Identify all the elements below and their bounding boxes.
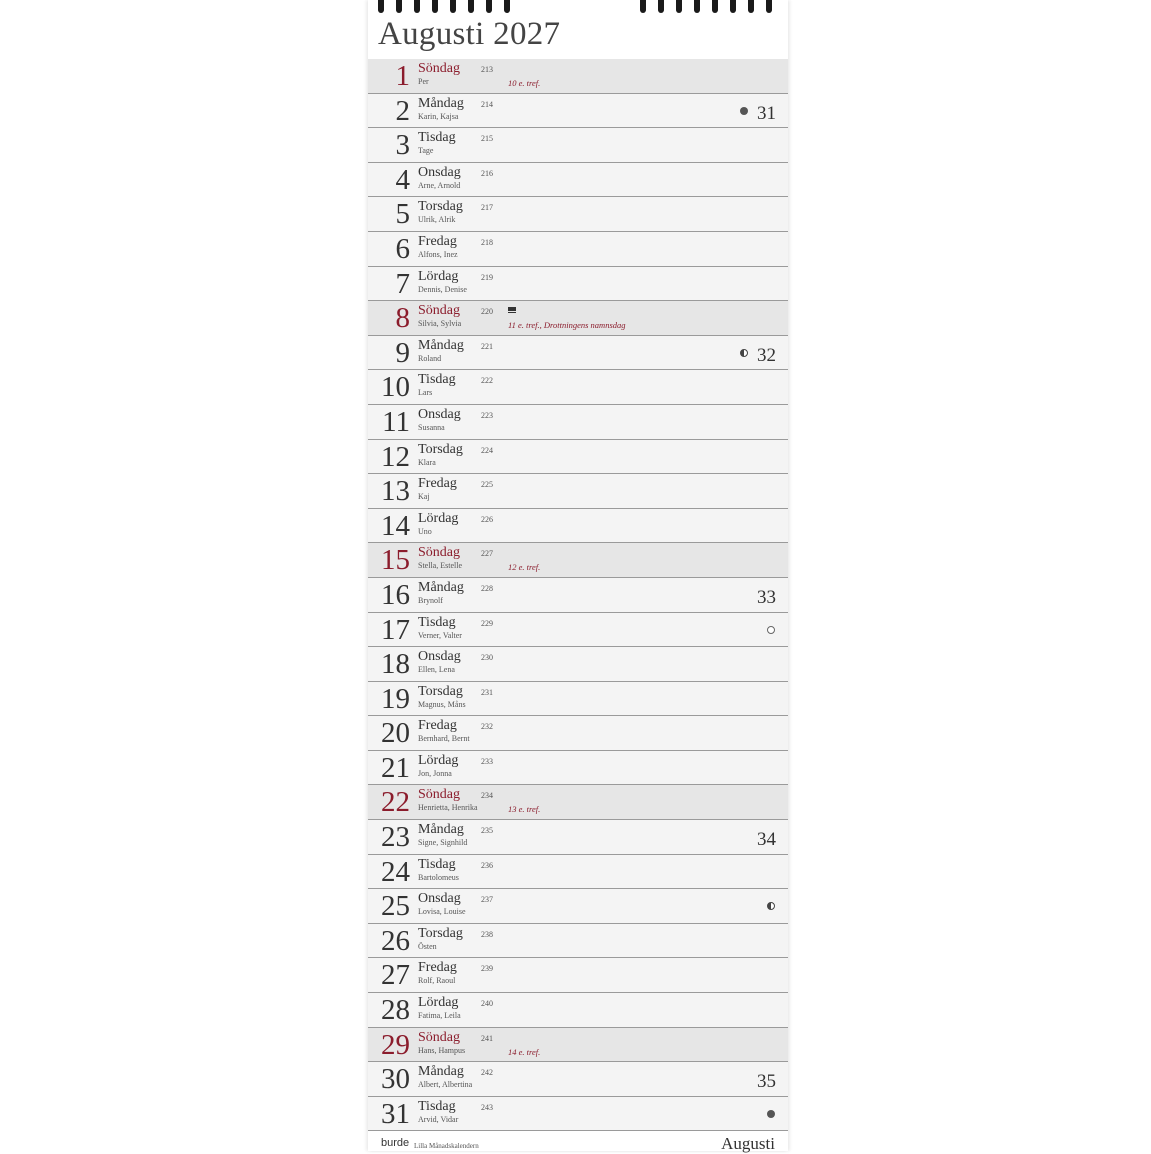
day-number: 25 — [381, 890, 410, 923]
day-of-year: 214 — [481, 99, 493, 109]
weekday-name: Torsdag — [418, 199, 463, 215]
weekday-name: Måndag — [418, 95, 464, 111]
name-day: Verner, Valter — [418, 630, 462, 640]
day-of-year: 242 — [481, 1068, 493, 1078]
weekday-name: Onsdag — [418, 406, 461, 422]
name-day: Lars — [418, 388, 433, 398]
day-row — [368, 578, 788, 613]
day-of-year: 229 — [481, 618, 493, 628]
half-moon-icon — [740, 349, 748, 357]
name-day: Karin, Kajsa — [418, 111, 459, 121]
day-number: 30 — [381, 1063, 410, 1096]
weekday-name: Torsdag — [418, 925, 463, 941]
day-of-year: 222 — [481, 376, 493, 386]
new-moon-icon — [740, 107, 748, 115]
name-day: Albert, Albertina — [418, 1080, 473, 1090]
day-number: 23 — [381, 821, 410, 854]
footer-month: Augusti — [721, 1134, 775, 1153]
name-day: Rolf, Raoul — [418, 976, 456, 986]
day-of-year: 234 — [481, 791, 493, 801]
weekday-name: Tisdag — [418, 1098, 456, 1114]
day-row — [368, 197, 788, 232]
weekday-name: Tisdag — [418, 614, 456, 630]
day-row — [368, 440, 788, 475]
day-row — [368, 751, 788, 786]
day-number: 2 — [395, 94, 410, 127]
weekday-name: Söndag — [418, 1029, 460, 1045]
name-day: Dennis, Denise — [418, 284, 467, 294]
day-of-year: 235 — [481, 826, 493, 836]
name-day: Bartolomeus — [418, 872, 459, 882]
day-row — [368, 855, 788, 890]
weekday-name: Måndag — [418, 822, 464, 838]
weekday-name: Måndag — [418, 1064, 464, 1080]
hanger-notch — [518, 0, 638, 10]
spiral-loop — [676, 0, 682, 13]
name-day: Stella, Estelle — [418, 561, 462, 571]
day-number: 21 — [381, 751, 410, 784]
day-number: 4 — [395, 163, 410, 196]
day-row — [368, 232, 788, 267]
weekday-name: Söndag — [418, 61, 460, 76]
weekday-name: Lördag — [418, 510, 459, 526]
name-day: Roland — [418, 353, 442, 363]
day-row — [368, 682, 788, 717]
day-of-year: 243 — [481, 1102, 493, 1112]
day-row — [368, 370, 788, 405]
name-day: Per — [418, 77, 429, 86]
half-moon-icon — [767, 902, 775, 910]
full-moon-icon — [767, 626, 775, 634]
day-row — [368, 509, 788, 544]
day-number: 16 — [381, 578, 410, 611]
day-number: 5 — [395, 198, 410, 231]
day-of-year: 216 — [481, 168, 493, 178]
name-day: Arvid, Vidar — [418, 1114, 459, 1124]
spiral-loop — [712, 0, 718, 13]
day-row — [368, 1028, 788, 1063]
day-row — [368, 59, 788, 94]
weekday-name: Tisdag — [418, 372, 456, 388]
name-day: Ellen, Lena — [418, 665, 455, 675]
week-number: 34 — [757, 829, 776, 851]
product-name: Lilla Månadskalendern — [414, 1142, 479, 1150]
day-of-year: 225 — [481, 480, 493, 490]
day-of-year: 240 — [481, 999, 493, 1009]
day-number: 31 — [381, 1097, 410, 1130]
spiral-loop — [694, 0, 700, 13]
day-of-year: 232 — [481, 722, 493, 732]
spiral-loop — [414, 0, 420, 13]
name-day: Jon, Jonna — [418, 768, 452, 778]
name-day: Signe, Signhild — [418, 838, 468, 848]
day-of-year: 220 — [481, 307, 493, 317]
day-of-year: 223 — [481, 410, 493, 420]
spiral-loop — [766, 0, 772, 13]
day-of-year: 217 — [481, 203, 493, 213]
weekday-name: Måndag — [418, 337, 464, 353]
day-number: 8 — [395, 302, 410, 335]
weekday-name: Lördag — [418, 995, 459, 1011]
weekday-name: Lördag — [418, 268, 459, 284]
day-row — [368, 993, 788, 1028]
name-day: Kaj — [418, 492, 430, 502]
calendar-title: Augusti 2027 — [378, 16, 561, 52]
weekday-name: Söndag — [418, 787, 460, 803]
spiral-loop — [378, 0, 384, 13]
weekday-name: Tisdag — [418, 856, 456, 872]
weekday-name: Lördag — [418, 752, 459, 768]
day-of-year: 238 — [481, 929, 493, 939]
day-row — [368, 1097, 788, 1132]
name-day: Ulrik, Alrik — [418, 215, 456, 225]
spiral-loop — [504, 0, 510, 13]
day-number: 13 — [381, 475, 410, 508]
day-row — [368, 163, 788, 198]
name-day: Silvia, Sylvia — [418, 319, 462, 329]
day-row — [368, 889, 788, 924]
weekday-name: Söndag — [418, 545, 460, 561]
day-number: 24 — [381, 855, 410, 888]
day-row — [368, 613, 788, 648]
day-of-year: 226 — [481, 514, 493, 524]
spiral-loop — [748, 0, 754, 13]
name-day: Arne, Arnold — [418, 180, 461, 190]
spiral-loop — [396, 0, 402, 13]
day-of-year: 221 — [481, 341, 493, 351]
holiday-note: 10 e. tref. — [508, 78, 541, 88]
day-row — [368, 301, 788, 336]
name-day: Klara — [418, 457, 436, 467]
spiral-loop — [432, 0, 438, 13]
day-number: 7 — [395, 267, 410, 300]
weekday-name: Fredag — [418, 718, 457, 734]
weekday-name: Söndag — [418, 303, 460, 319]
weekday-name: Onsdag — [418, 649, 461, 665]
day-of-year: 218 — [481, 237, 493, 247]
name-day: Fatima, Leila — [418, 1011, 461, 1021]
week-number: 31 — [757, 102, 776, 124]
day-number: 6 — [395, 232, 410, 265]
day-of-year: 230 — [481, 653, 493, 663]
weekday-name: Torsdag — [418, 441, 463, 457]
day-of-year: 241 — [481, 1033, 493, 1043]
name-day: Östen — [418, 941, 437, 951]
day-row — [368, 543, 788, 578]
name-day: Brynolf — [418, 595, 443, 605]
spiral-binding — [368, 0, 788, 14]
day-of-year: 213 — [481, 65, 493, 74]
week-number: 35 — [757, 1071, 776, 1093]
name-day: Bernhard, Bernt — [418, 734, 470, 744]
day-number: 14 — [381, 509, 410, 542]
holiday-note: 14 e. tref. — [508, 1046, 541, 1057]
day-row — [368, 336, 788, 371]
day-number: 29 — [381, 1028, 410, 1061]
day-number: 1 — [395, 60, 410, 92]
weekday-name: Måndag — [418, 579, 464, 595]
day-number: 9 — [395, 336, 410, 369]
day-number: 10 — [381, 371, 410, 404]
name-day: Uno — [418, 526, 432, 536]
day-row — [368, 924, 788, 959]
weekday-name: Tisdag — [418, 130, 456, 146]
day-of-year: 227 — [481, 549, 493, 559]
day-row — [368, 94, 788, 129]
day-number: 28 — [381, 994, 410, 1027]
weekday-name: Fredag — [418, 476, 457, 492]
day-row — [368, 1062, 788, 1097]
day-row — [368, 128, 788, 163]
day-number: 27 — [381, 959, 410, 992]
day-number: 20 — [381, 717, 410, 750]
weekday-name: Onsdag — [418, 891, 461, 907]
weekday-name: Torsdag — [418, 683, 463, 699]
day-of-year: 219 — [481, 272, 493, 282]
spiral-loop — [730, 0, 736, 13]
day-of-year: 233 — [481, 756, 493, 766]
holiday-note: 11 e. tref., Drottningens namnsdag — [508, 320, 626, 331]
day-row — [368, 647, 788, 682]
day-number: 19 — [381, 682, 410, 715]
day-row — [368, 405, 788, 440]
day-row — [368, 958, 788, 993]
brand-logo: burde — [381, 1137, 410, 1149]
spiral-loop — [486, 0, 492, 13]
day-number: 3 — [395, 129, 410, 162]
calendar-page — [368, 0, 788, 1151]
name-day: Magnus, Måns — [418, 699, 466, 709]
day-of-year: 231 — [481, 687, 493, 697]
spiral-loop — [658, 0, 664, 13]
day-number: 15 — [381, 544, 410, 577]
day-number: 22 — [381, 786, 410, 819]
day-number: 17 — [381, 613, 410, 646]
day-of-year: 228 — [481, 583, 493, 593]
day-row — [368, 785, 788, 820]
weekday-name: Onsdag — [418, 164, 461, 180]
day-of-year: 239 — [481, 964, 493, 974]
name-day: Alfons, Inez — [418, 249, 458, 259]
weekday-name: Fredag — [418, 233, 457, 249]
name-day: Henrietta, Henrika — [418, 803, 478, 813]
day-row — [368, 716, 788, 751]
holiday-note: 13 e. tref. — [508, 804, 541, 815]
day-row — [368, 267, 788, 302]
day-of-year: 224 — [481, 445, 493, 455]
name-day: Hans, Hampus — [418, 1045, 466, 1055]
name-day: Susanna — [418, 422, 445, 432]
weekday-name: Fredag — [418, 960, 457, 976]
day-of-year: 215 — [481, 134, 493, 144]
week-number: 32 — [757, 344, 776, 366]
week-number: 33 — [757, 586, 776, 608]
flag-icon — [508, 307, 516, 313]
holiday-note: 12 e. tref. — [508, 562, 541, 573]
day-row — [368, 474, 788, 509]
day-of-year: 237 — [481, 895, 493, 905]
day-number: 12 — [381, 440, 410, 473]
day-number: 18 — [381, 648, 410, 681]
spiral-loop — [640, 0, 646, 13]
day-row — [368, 820, 788, 855]
day-of-year: 236 — [481, 860, 493, 870]
spiral-loop — [468, 0, 474, 13]
day-number: 11 — [382, 405, 410, 438]
spiral-loop — [450, 0, 456, 13]
name-day: Tage — [418, 146, 434, 156]
day-list — [368, 59, 788, 1131]
calendar-footer — [368, 1130, 788, 1151]
day-number: 26 — [381, 924, 410, 957]
name-day: Lovisa, Louise — [418, 907, 466, 917]
new-moon-icon — [767, 1110, 775, 1118]
